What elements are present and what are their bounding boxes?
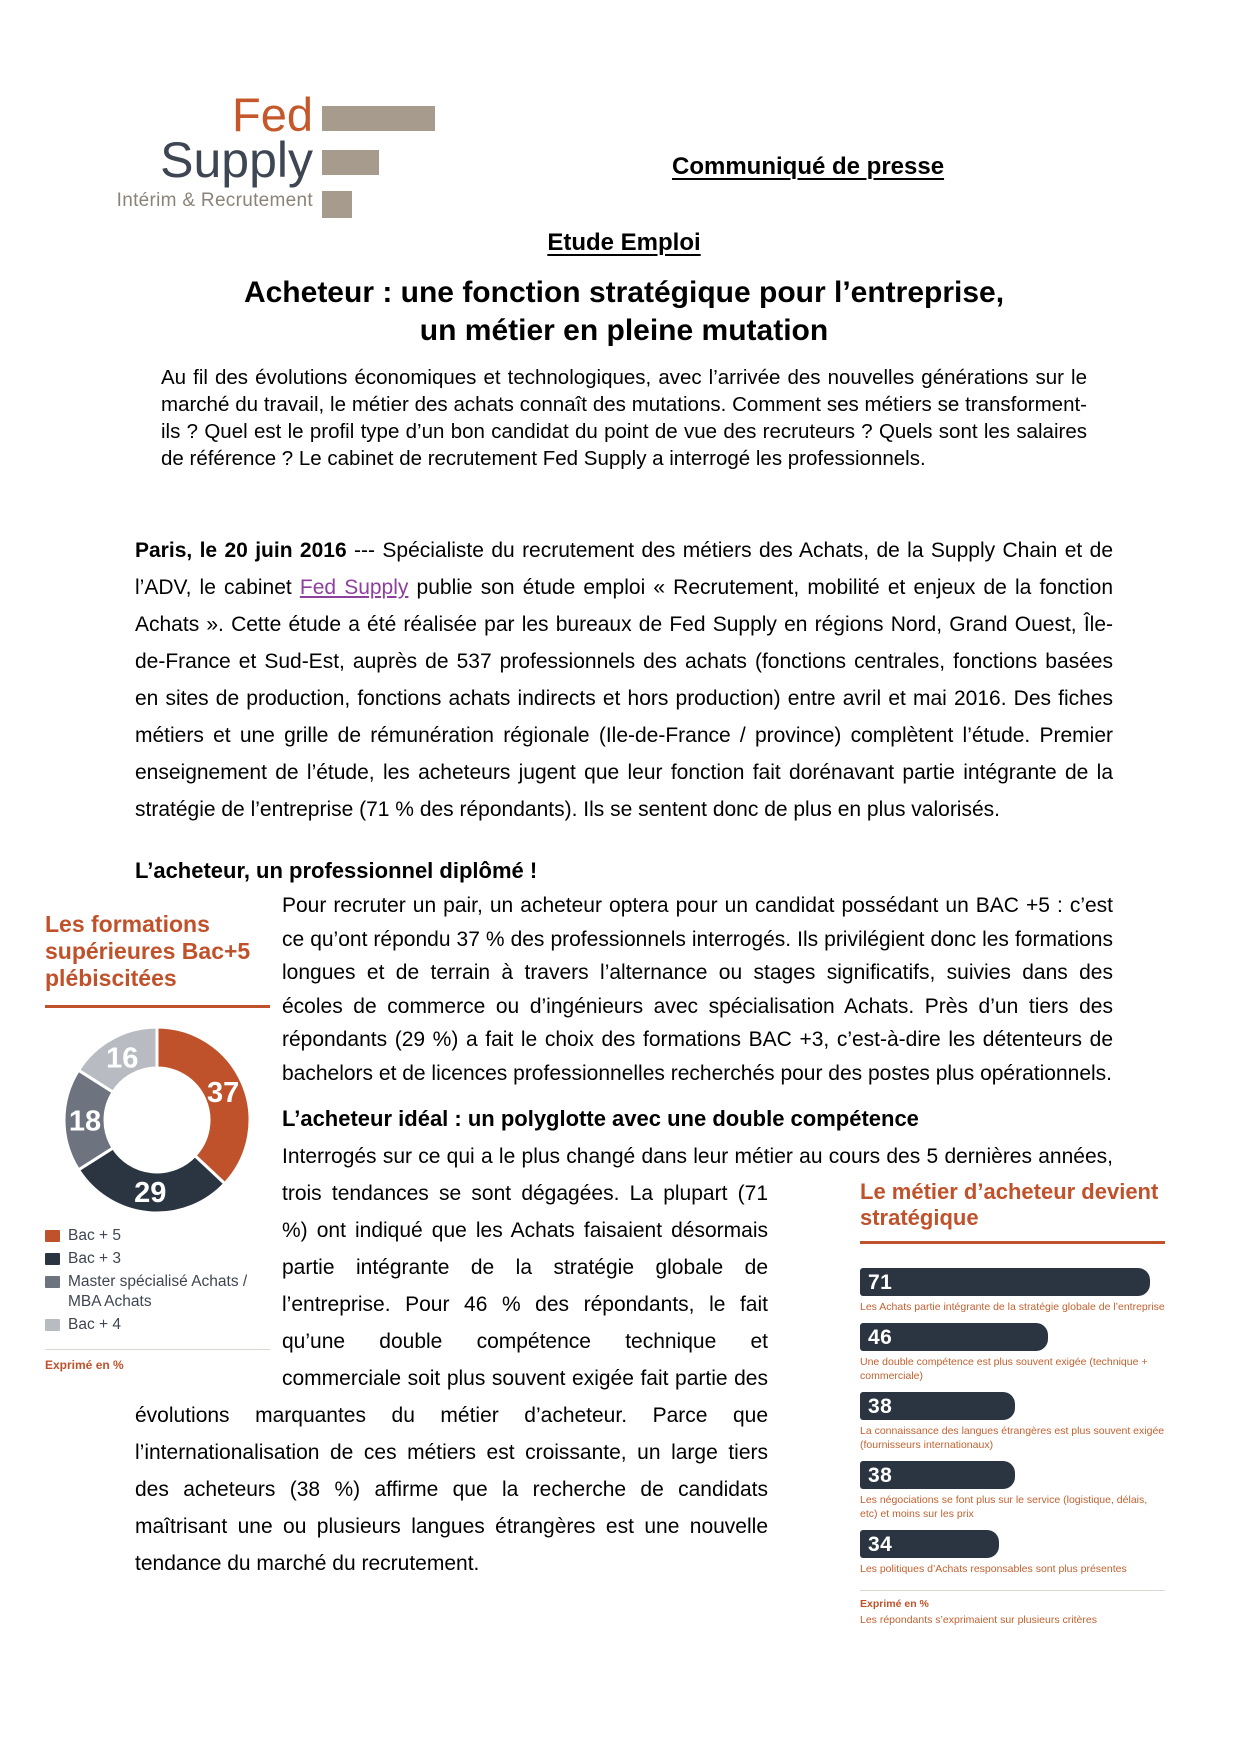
bar-value: 46 [868, 1325, 893, 1349]
donut-title-rule [45, 1005, 270, 1008]
bar-chart [860, 1179, 1165, 1627]
bar-row [860, 1268, 1165, 1314]
legend-item [45, 1249, 270, 1269]
logo-f-bar-bottom [322, 191, 352, 218]
donut-chart [45, 889, 270, 1373]
logo-text [85, 88, 313, 212]
section2-heading: L’acheteur idéal : un polyglotte avec une double compétence [282, 1106, 919, 1131]
bar-label: La connaissance des langues étrangères est plus souvent exigée (fournisseurs internationaux) [860, 1425, 1165, 1451]
legend-label: Master spécialisé Achats / MBA Achats [68, 1273, 248, 1310]
logo-fed-text: Fed [232, 88, 313, 141]
fed-supply-link[interactable]: Fed Supply [299, 576, 409, 599]
logo-tagline: Intérim & Recrutement [116, 190, 313, 211]
bar-value: 71 [868, 1270, 893, 1294]
donut-chart-title: Les formations supérieures Bac+5 plébiscitées [45, 911, 251, 991]
donut-legend-rule [45, 1349, 270, 1350]
bar [860, 1268, 1150, 1296]
bar-chart-title: Le métier d’acheteur devient stratégique [860, 1179, 1159, 1230]
dateline: Paris, le 20 juin 2016 [135, 539, 347, 562]
bar-label: Les politiques d’Achats responsables sont plus présentes [860, 1563, 1127, 1575]
bar-row [860, 1392, 1165, 1452]
logo-supply-text: Supply [160, 132, 313, 188]
donut-value-label: 37 [206, 1076, 240, 1109]
section2-text-part1: Interrogés sur ce qui a le plus changé dans leur métier au cours des 5 [282, 1145, 945, 1168]
document-body [45, 228, 1165, 1637]
logo-f-bar-middle [322, 150, 379, 175]
lead-text-after-link: publie son étude emploi « Recrutement, mobilité et enjeux de la fonction Achats ». Cette étude a été réalisée par les bureaux de Fed Supply en régions Nord, Grand Ouest, Île-de-France et Sud-Est, auprès de 537 professionnels des achats (fonctions centrales, fonctions basées en sites de production, fonctions achats indirects et hors production) entre avril et mai 2016. Des fiches métiers et une grille de rémunération régionale (Ile-de-France / province) complètent l’étude. Premier enseignement de l’étude, les acheteurs jugent que leur fonction fait dorénavant partie intégrante de la stratégie de l’entreprise (71 % des répondants). Ils se sentent donc de plus en plus valorisés. [135, 576, 1114, 821]
legend-item [45, 1272, 270, 1312]
donut-value-label: 16 [106, 1042, 139, 1075]
bar [860, 1461, 1015, 1489]
lead-paragraph [135, 532, 1113, 828]
dateline-dash: --- [346, 539, 383, 562]
legend-item [45, 1315, 270, 1335]
bar-label: Les Achats partie intégrante de la stratégie globale de l’entreprise [860, 1301, 1165, 1313]
legend-marker [45, 1276, 60, 1288]
bar [860, 1323, 1048, 1351]
legend-item [45, 1226, 270, 1246]
bar-list [860, 1268, 1165, 1576]
press-release-label: Communiqué de presse [672, 153, 945, 180]
bar-note-method: Les répondants s’exprimaient sur plusieurs critères [860, 1614, 1097, 1626]
donut-svg [45, 1022, 270, 1218]
legend-marker [45, 1230, 60, 1242]
donut-value-label: 29 [134, 1177, 167, 1210]
bar-footer-rule [860, 1590, 1165, 1591]
section1-heading: L’acheteur, un professionnel diplômé ! [135, 858, 538, 883]
logo-f-icon [322, 106, 435, 218]
legend-marker [45, 1253, 60, 1265]
legend-marker [45, 1319, 60, 1331]
bar-value: 34 [868, 1532, 893, 1556]
section1-paragraph: Pour recruter un pair, un acheteur optera pour un candidat possédant un BAC +5 : c’est ce qu’ont répondu 37 % des professionnels interrogés. Ils privilégient donc les formations longues et de terrain à travers l’alternance ou stages significatifs, suivies dans des écoles de commerce ou d’ingénieurs avec spécialisation Achats. Près d’un tiers des répondants (29 %) a fait le choix des formations BAC +3, c’est-à-dire les détenteurs de bachelors et de licences professionnelles recherchés pour des postes plus opérationnels. [282, 894, 1113, 1085]
bar-row [860, 1530, 1165, 1576]
page-title-line1: Acheteur : une fonction stratégique pour l’entreprise, [243, 276, 1005, 309]
fed-supply-logo [85, 88, 415, 232]
bar [860, 1530, 999, 1558]
bar-value: 38 [868, 1463, 893, 1487]
bar-note-unit: Exprimé en % [860, 1598, 929, 1610]
lead-text-before-link: Spécialiste du recrutement des métiers des Achats, de la Supply Chain et de l’ADV, le cabinet [135, 539, 1113, 599]
section2-text-part2: dernières années, trois tendances se sont dégagées. La plupart (71 %) ont indiqué que les Achats faisaient désormais partie intégrante de la stratégie globale de l’entreprise. Pour 46 % des répondants, le fait qu’une double compétence technique et commerciale soit plus souvent exigée fait partie des évolutions marquantes du métier d’acheteur. Parce que l’internationalisation de ces métiers est croissante, un large tiers des acheteurs (38 %) affirme que la recherche de candidats maîtrisant une ou plusieurs langues étrangères est une nouvelle tendance du marché du recrutement. [135, 1145, 1113, 1575]
legend-label: Bac + 3 [68, 1250, 121, 1267]
bar-value: 38 [868, 1394, 893, 1418]
page-title [135, 274, 1113, 350]
intro-paragraph: Au fil des évolutions économiques et technologiques, avec l’arrivée des nouvelles générations sur le marché du travail, le métier des achats connaît des mutations. Comment ses métiers se transforment-ils ? Quel est le profil type d’un bon candidat du point de vue des recruteurs ? Quels sont les salaires de référence ? Le cabinet de recrutement Fed Supply a interrogé les professionnels. [161, 366, 1087, 470]
kicker: Etude Emploi [547, 229, 701, 256]
donut-legend [45, 1226, 270, 1335]
section2-paragraph [135, 1138, 1165, 1626]
donut-note: Exprimé en % [45, 1358, 124, 1372]
bar-title-rule [860, 1241, 1165, 1244]
legend-label: Bac + 5 [68, 1227, 121, 1244]
legend-label: Bac + 4 [68, 1316, 121, 1333]
bar-row [860, 1323, 1165, 1383]
logo-f-bar-top [322, 106, 435, 131]
bar-label: Les négociations se font plus sur le service (logistique, délais, etc) et moins sur les prix [860, 1494, 1148, 1520]
bar-row [860, 1461, 1165, 1521]
bar [860, 1392, 1015, 1420]
donut-value-label: 18 [68, 1105, 102, 1138]
bar-label: Une double compétence est plus souvent exigée (technique + commerciale) [860, 1356, 1148, 1382]
page-title-line2: un métier en pleine mutation [419, 314, 829, 347]
